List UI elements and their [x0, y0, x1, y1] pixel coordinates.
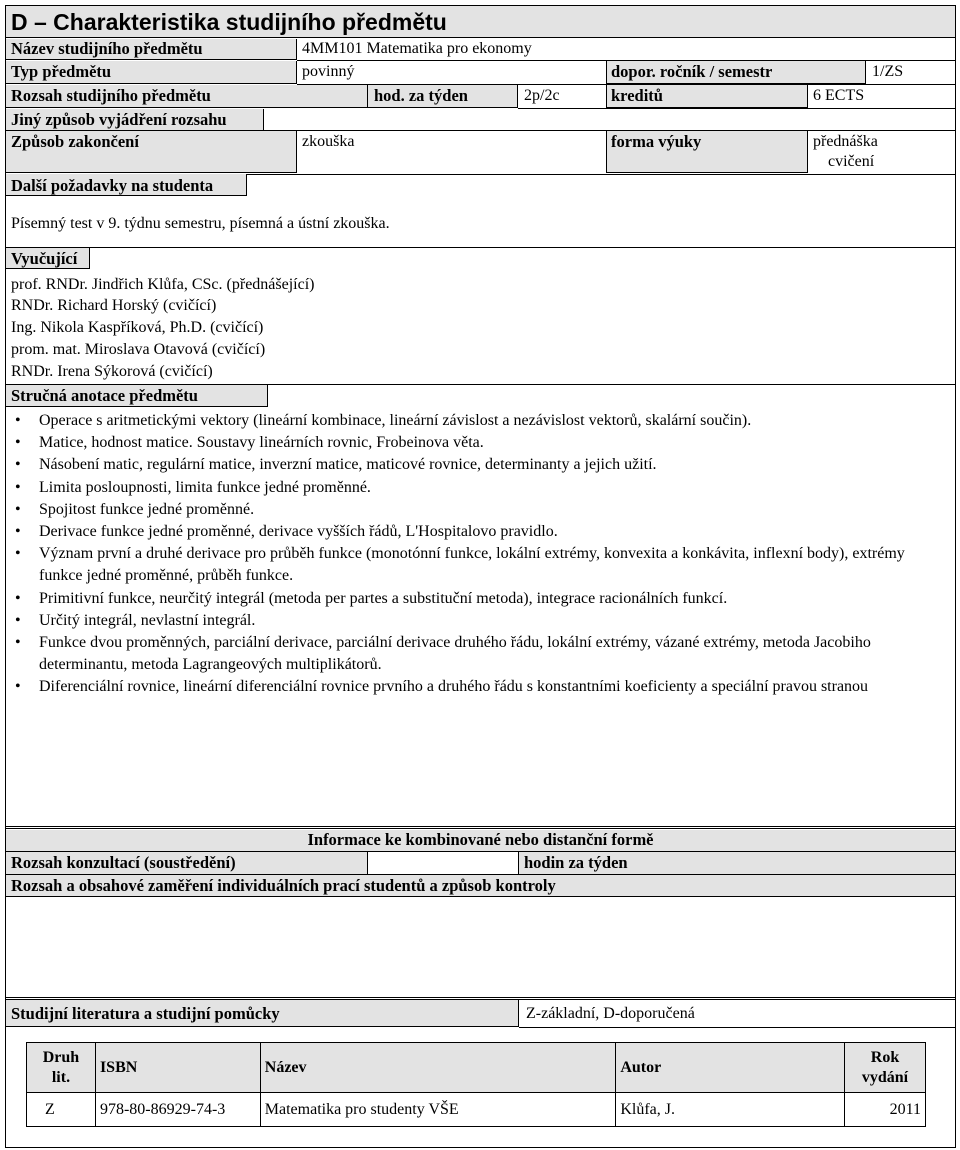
kreditu-value: 6 ECTS: [813, 87, 865, 104]
dalsi-label: Další požadavky na studenta: [6, 174, 247, 196]
konzultaci-value: [368, 851, 519, 874]
hodin-label: hodin za týden: [519, 851, 955, 874]
page-title: D – Charakteristika studijního předmětu: [6, 6, 955, 38]
prace-label: Rozsah a obsahové zaměření individuálních prací studentů a způsob kontroly: [6, 874, 955, 897]
hod-value: 2p/2c: [524, 87, 560, 104]
column-header-autor: Autor: [616, 1043, 845, 1093]
typ-value: povinný: [302, 63, 355, 80]
forma-label: forma výuky: [606, 131, 808, 173]
typ-label: Typ předmětu: [6, 61, 297, 84]
list-item: • Násobení matic, regulární matice, inverzní matice, maticové rovnice, determinanty a jejich užití.: [11, 454, 949, 476]
anotace-label: Stručná anotace předmětu: [6, 385, 268, 407]
list-item: • Limita posloupnosti, limita funkce jedné proměnné.: [11, 477, 949, 499]
vyucujici-person: RNDr. Richard Horský (cvičící): [11, 297, 217, 314]
druh-header-line1: Druh: [42, 1048, 80, 1066]
dalsi-value: Písemný test v 9. týdnu semestru, písemná a ústní zkouška.: [11, 215, 390, 232]
nazev-label: Název studijního předmětu: [6, 39, 297, 60]
rozsah-label: Rozsah studijního předmětu: [6, 85, 368, 108]
forma-value-2: cvičení: [828, 153, 875, 170]
list-item: • Diferenciální rovnice, lineární diferenciální rovnice prvního a druhého řádu s konstantními koeficienty a speciální pravou stranou: [11, 676, 949, 698]
table-row: [27, 1093, 926, 1127]
dopor-value: 1/ZS: [872, 63, 904, 80]
literatura-table: [26, 1042, 926, 1127]
zpusob-value: zkouška: [302, 133, 355, 150]
list-item: • Význam první a druhé derivace pro průběh funkce (monotónní funkce, lokální extrémy, konvexita a konkávita, inflexní body), extrémy funkce jedné proměnné, průběh funkce.: [11, 543, 949, 587]
table-cell-nazev: Matematika pro studenty VŠE: [260, 1093, 616, 1127]
zpusob-label: Způsob zakončení: [6, 131, 297, 173]
dopor-label: dopor. ročník / semestr: [606, 61, 866, 84]
table-header-row: [27, 1043, 926, 1093]
rok-header-line2: vydání: [861, 1068, 909, 1086]
table-cell-isbn: 978-80-86929-74-3: [95, 1093, 260, 1127]
table-cell-druh: Z: [27, 1093, 96, 1127]
hod-label: hod. za týden: [368, 85, 518, 108]
column-header-rok: [845, 1043, 926, 1093]
konzultaci-label: Rozsah konzultací (soustředění): [6, 851, 368, 874]
table-cell-rok: 2011: [845, 1093, 926, 1127]
vyucujici-person: RNDr. Irena Sýkorová (cvičící): [11, 363, 213, 380]
list-item: • Určitý integrál, nevlastní integrál.: [11, 610, 949, 632]
list-item: • Operace s aritmetickými vektory (lineární kombinace, lineární závislost a nezávislost vektorů, skalární součin).: [11, 410, 949, 432]
column-header-druh: [27, 1043, 96, 1093]
list-item: • Funkce dvou proměnných, parciální derivace, parciální derivace druhého řádu, lokální extrémy, vázané extrémy, metoda Jacobiho determinantu, metoda Lagrangeových multiplikátorů.: [11, 632, 949, 676]
vyucujici-label: Vyučující: [6, 248, 90, 269]
column-header-nazev: Název: [260, 1043, 616, 1093]
kreditu-label: kreditů: [607, 85, 808, 108]
jiny-label: Jiný způsob vyjádření rozsahu: [6, 109, 264, 131]
rok-header-line1: Rok: [870, 1048, 900, 1066]
literatura-legend: Z-základní, D-doporučená: [526, 1005, 695, 1022]
list-item: • Matice, hodnost matice. Soustavy lineárních rovnic, Frobeinova věta.: [11, 432, 949, 454]
druh-header-line2: lit.: [51, 1068, 71, 1086]
kombinovana-heading: Informace ke kombinované nebo distanční formě: [6, 830, 955, 851]
list-item: • Spojitost funkce jedné proměnné.: [11, 499, 949, 521]
forma-value-1: přednáška: [813, 133, 878, 150]
vyucujici-person: Ing. Nikola Kaspříková, Ph.D. (cvičící): [11, 319, 264, 336]
table-cell-autor: Klůfa, J.: [616, 1093, 845, 1127]
anotace-list: [11, 410, 949, 699]
column-header-isbn: ISBN: [95, 1043, 260, 1093]
kombinovana-top-border: [6, 826, 955, 829]
nazev-value: 4MM101 Matematika pro ekonomy: [302, 40, 532, 57]
vyucujici-person: prof. RNDr. Jindřich Klůfa, CSc. (přednášející): [11, 276, 315, 293]
literatura-label: Studijní literatura a studijní pomůcky: [6, 1000, 519, 1027]
list-item: • Derivace funkce jedné proměnné, derivace vyšších řádů, L'Hospitalovo pravidlo.: [11, 521, 949, 543]
list-item: • Primitivní funkce, neurčitý integrál (metoda per partes a substituční metoda), integrace racionálních funkcí.: [11, 588, 949, 610]
vyucujici-person: prom. mat. Miroslava Otavová (cvičící): [11, 341, 266, 358]
